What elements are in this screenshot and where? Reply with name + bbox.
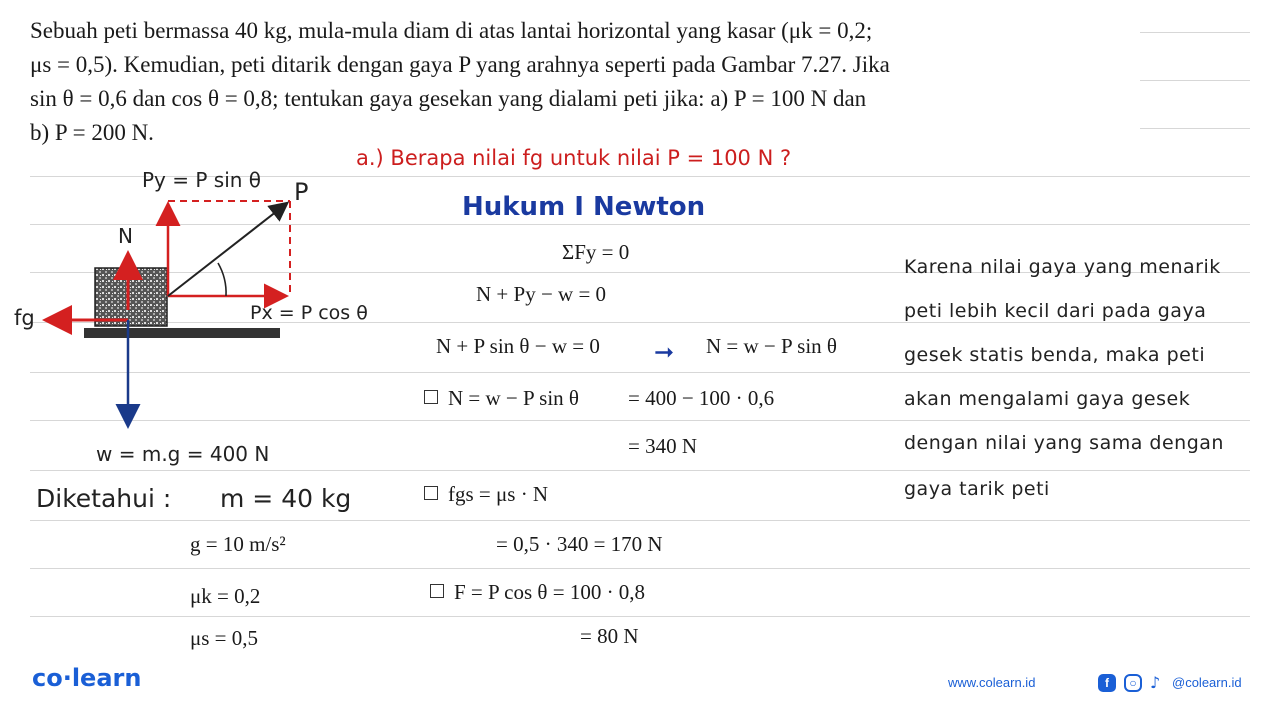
step-n-formula: N = w − P sin θ [448,386,579,410]
step-fgs-formula: fgs = μs · N [448,482,549,506]
instagram-icon[interactable]: ○ [1124,674,1142,692]
px-label: Px = P cos θ [250,302,368,324]
p-arrow [168,204,286,296]
problem-line: b) P = 200 N. [30,120,154,145]
step-n-py: N + Py − w = 0 [476,282,607,306]
tiktok-icon[interactable]: ♪ [1150,673,1161,692]
problem-line: μs = 0,5). Kemudian, peti ditarik dengan gaya P yang arahnya seperti pada Gambar 7.27. Jika [30,52,890,77]
floor [84,328,280,338]
checkbox-icon [424,390,438,404]
social-handle: @colearn.id [1172,675,1242,690]
problem-line: sin θ = 0,6 dan cos θ = 0,8; tentukan gaya gesekan yang dialami peti jika: a) P = 100 N dan [30,86,867,111]
colearn-logo: co·learn [32,664,142,692]
step-n-substitute: = 400 − 100 · 0,6 [628,386,775,410]
step-force-formula: F = P cos θ = 100 · 0,8 [454,580,646,604]
problem-line: Sebuah peti bermassa 40 kg, mula-mula diam di atas lantai horizontal yang kasar (μk = 0,2; [30,18,873,43]
known-label: Diketahui : [36,484,172,513]
step-force [430,580,645,605]
note-line: gesek statis benda, maka peti [904,344,1206,366]
known-mu-s: μs = 0,5 [190,626,259,650]
checkbox-icon [430,584,444,598]
note-line: peti lebih kecil dari pada gaya [904,300,1207,322]
ruled-line [30,520,1250,521]
step-n-result: N = w − P sin θ [706,334,837,358]
step-force-value: = 80 N [580,624,639,648]
step-n-calc [424,386,579,411]
website-link[interactable]: www.colearn.id [948,675,1036,690]
known-gravity: g = 10 m/s² [190,532,286,556]
step-n-psin: N + P sin θ − w = 0 [436,334,600,358]
social-icons [1098,673,1160,692]
note-line: Karena nilai gaya yang menarik [904,256,1221,278]
heading: Hukum I Newton [462,192,706,222]
checkbox-icon [424,486,438,500]
step-n-value: = 340 N [628,434,698,458]
known-mass: m = 40 kg [220,484,352,513]
ruled-line [1140,128,1250,129]
p-label: P [294,178,309,206]
ruled-line [1140,80,1250,81]
n-label: N [118,224,133,248]
ruled-line [30,568,1250,569]
known-mu-k: μk = 0,2 [190,584,261,608]
problem-statement [30,14,1130,150]
step-fgs-value: = 0,5 · 340 = 170 N [496,532,663,556]
ruled-line [1140,32,1250,33]
fg-label: fg [14,306,35,330]
arrow-right-icon: ➞ [654,338,675,366]
ruled-line [30,470,1250,471]
weight-label: w = m.g = 400 N [96,442,270,466]
question-title: a.) Berapa nilai fg untuk nilai P = 100 N ? [356,146,792,170]
note-line: dengan nilai yang sama dengan [904,432,1224,454]
note-line: gaya tarik peti [904,478,1050,500]
ruled-line [30,616,1250,617]
py-label: Py = P sin θ [142,168,262,192]
step-sum-fy: ΣFy = 0 [562,240,630,264]
step-fgs [424,482,548,507]
facebook-icon[interactable]: f [1098,674,1116,692]
crate [95,268,167,326]
note-line: akan mengalami gaya gesek [904,388,1191,410]
angle-arc [218,263,226,296]
